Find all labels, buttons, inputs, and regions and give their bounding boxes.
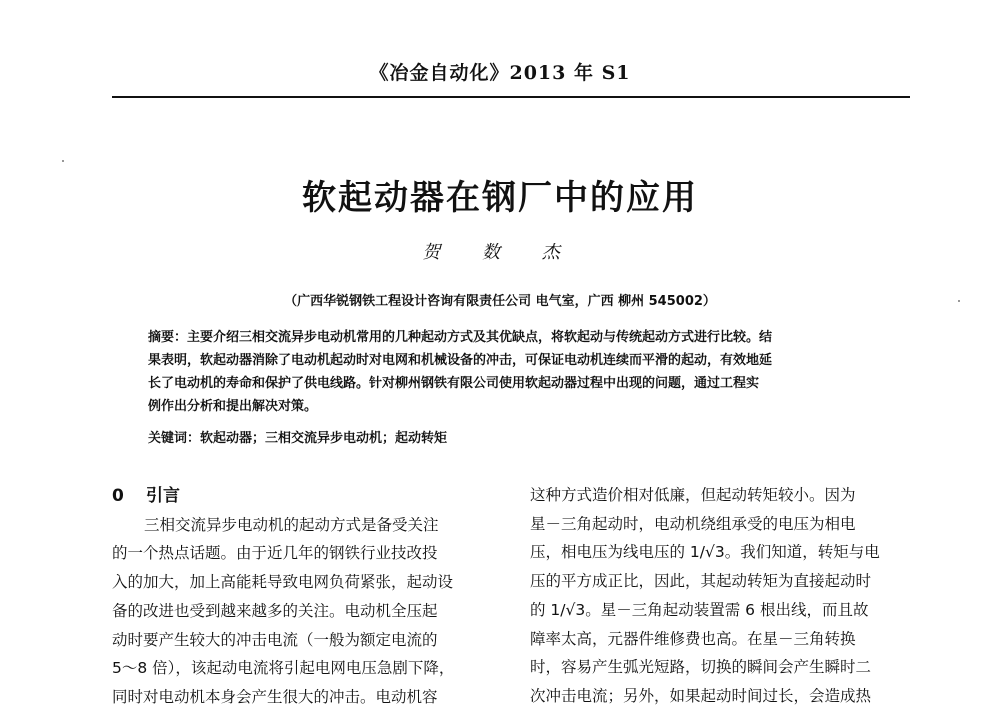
abstract-line: 长了电动机的寿命和保护了供电线路。针对柳州钢铁有限公司使用软起动器过程中出现的问题，通过工程实 (148, 376, 760, 391)
paragraph-line: 动时要产生较大的冲击电流（一般为额定电流的 (112, 630, 438, 649)
paragraph-line: 的一个热点话题。由于近几年的钢铁行业技改投 (112, 544, 438, 563)
paragraph-line: 星－三角起动时，电动机绕组承受的电压为相电 (530, 514, 856, 533)
abstract-line: 摘要：主要介绍三相交流异步电动机常用的几种起动方式及其优缺点，将软起动与传统起动方式进行比较。结 (148, 330, 773, 345)
author-name: 贺 数 杰 (422, 242, 578, 263)
paragraph-line: 障率太高，元器件维修费也高。在星－三角转换 (530, 629, 856, 648)
paragraph-line: 压，相电压为线电压的 1/√3。我们知道，转矩与电 (530, 543, 880, 562)
section-title: 引言 (146, 486, 180, 506)
scan-speck (958, 300, 960, 302)
paragraph-line: 的 1/√3。星－三角起动装置需 6 根出线，而且故 (530, 600, 869, 619)
journal-header: 《冶金自动化》2013 年 S1 (369, 62, 631, 84)
paragraph-line: 次冲击电流；另外，如果起动时间过长，会造成热 (530, 686, 872, 705)
body-right-column (530, 481, 915, 711)
paragraph-line: 这种方式造价相对低廉，但起动转矩较小。因为 (530, 486, 856, 504)
scan-speck (62, 160, 64, 162)
abstract (148, 326, 886, 418)
author-affiliation: （广西华锐钢铁工程设计咨询有限责任公司 电气室，广西 柳州 545002） (284, 294, 716, 309)
paragraph-line: 三相交流异步电动机的起动方式是备受关注 (144, 515, 439, 534)
body-left-column (112, 482, 492, 712)
header-rule (112, 96, 910, 98)
paragraph-line: 入的加大，加上高能耗导致电网负荷紧张，起动设 (112, 573, 454, 592)
section-number: 0 (112, 486, 124, 506)
paragraph-line: 时，容易产生弧光短路，切换的瞬间会产生瞬时二 (530, 658, 872, 677)
abstract-line: 果表明，软起动器消除了电动机起动时对电网和机械设备的冲击，可保证电动机连续而平滑的起动，有效地延 (148, 353, 773, 368)
paragraph-line: 压的平方成正比，因此，其起动转矩为直接起动时 (530, 572, 872, 591)
section-heading (112, 482, 492, 511)
paragraph-line: 备的改进也受到越来越多的关注。电动机全压起 (112, 601, 438, 620)
paragraph-line: 同时对电动机本身会产生很大的冲击。电动机容 (112, 687, 438, 706)
paragraph-line: 5～8 倍），该起动电流将引起电网电压急剧下降， (112, 659, 455, 678)
keywords: 关键词：软起动器；三相交流异步电动机；起动转矩 (148, 431, 448, 446)
abstract-line: 例作出分析和提出解决对策。 (148, 399, 318, 414)
paper-title: 软起动器在钢厂中的应用 (302, 178, 698, 218)
